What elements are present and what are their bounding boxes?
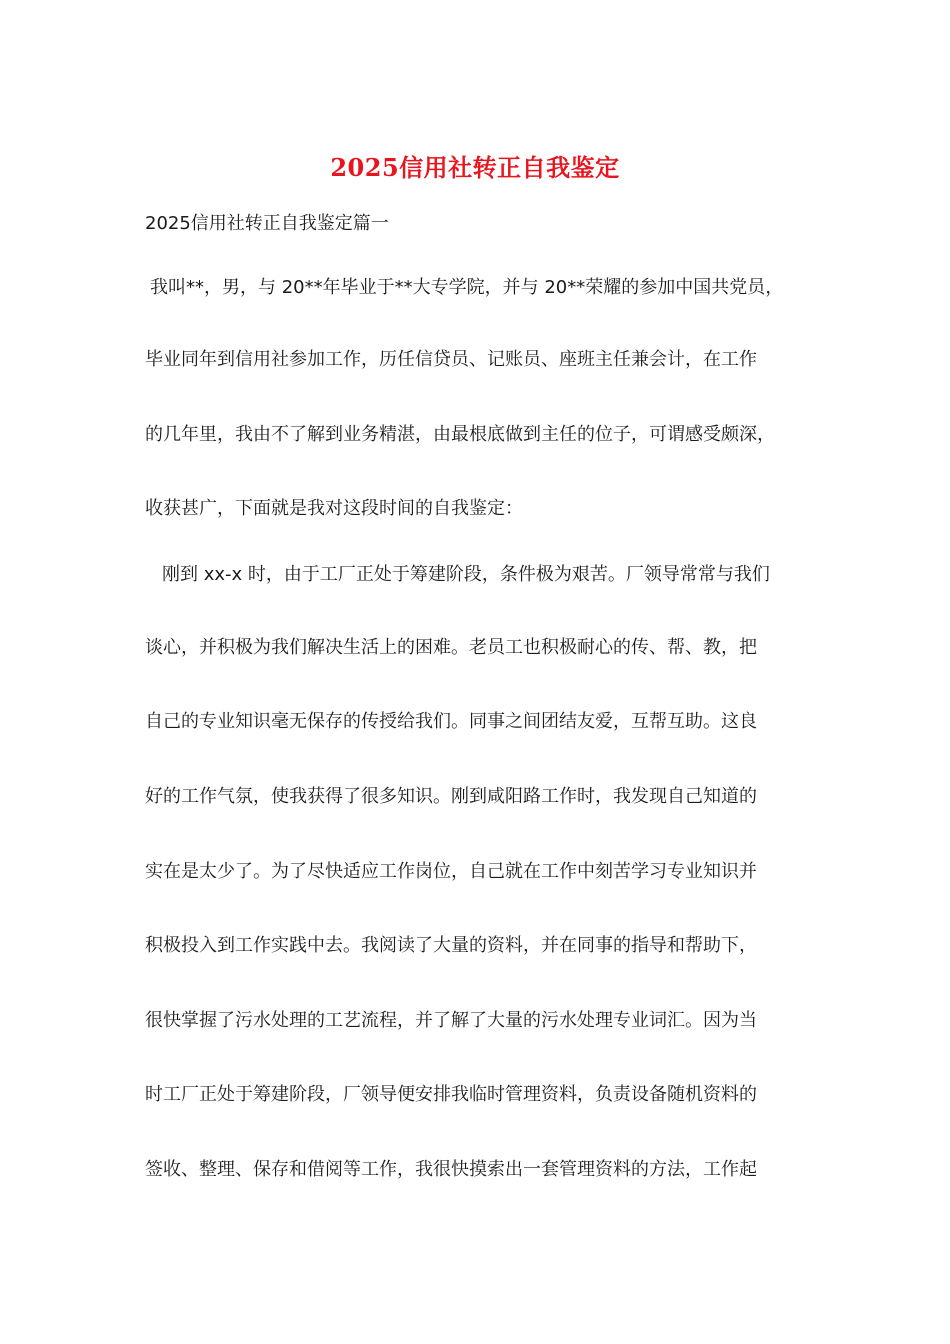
paragraph-line: 时工厂正处于筹建阶段，厂领导便安排我临时管理资料，负责设备随机资料的 bbox=[145, 1084, 757, 1105]
paragraph-line: 很快掌握了污水处理的工艺流程，并了解了大量的污水处理专业词汇。因为当 bbox=[145, 1010, 757, 1031]
paragraph-line: 的几年里，我由不了解到业务精湛，由最根底做到主任的位子，可谓感受颇深， bbox=[145, 424, 775, 445]
paragraph-line: 实在是太少了。为了尽快适应工作岗位，自己就在工作中刻苦学习专业知识并 bbox=[145, 861, 757, 882]
paragraph-line: 刚到 xx-x 时，由于工厂正处于筹建阶段，条件极为艰苦。厂领导常常与我们 bbox=[162, 564, 770, 585]
paragraph-line: 签收、整理、保存和借阅等工作，我很快摸索出一套管理资料的方法，工作起 bbox=[145, 1159, 757, 1180]
paragraph-line: 谈心，并积极为我们解决生活上的困难。老员工也积极耐心的传、帮、教，把 bbox=[145, 637, 757, 658]
section-heading: 2025信用社转正自我鉴定篇一 bbox=[145, 213, 389, 234]
paragraph-line: 收获甚广，下面就是我对这段时间的自我鉴定： bbox=[145, 498, 523, 519]
paragraph-line: 毕业同年到信用社参加工作，历任信贷员、记账员、座班主任兼会计，在工作 bbox=[145, 349, 757, 370]
paragraph-line: 自己的专业知识毫无保存的传授给我们。同事之间团结友爱，互帮互助。这良 bbox=[145, 711, 757, 732]
paragraph-line: 积极投入到工作实践中去。我阅读了大量的资料，并在同事的指导和帮助下， bbox=[145, 935, 757, 956]
document-title: 2025信用社转正自我鉴定 bbox=[330, 153, 620, 182]
paragraph-line: 好的工作气氛，使我获得了很多知识。刚到咸阳路工作时，我发现自己知道的 bbox=[145, 786, 757, 807]
paragraph-line: 我叫**，男，与 20**年毕业于**大专学院，并与 20**荣耀的参加中国共党员， bbox=[150, 277, 784, 298]
